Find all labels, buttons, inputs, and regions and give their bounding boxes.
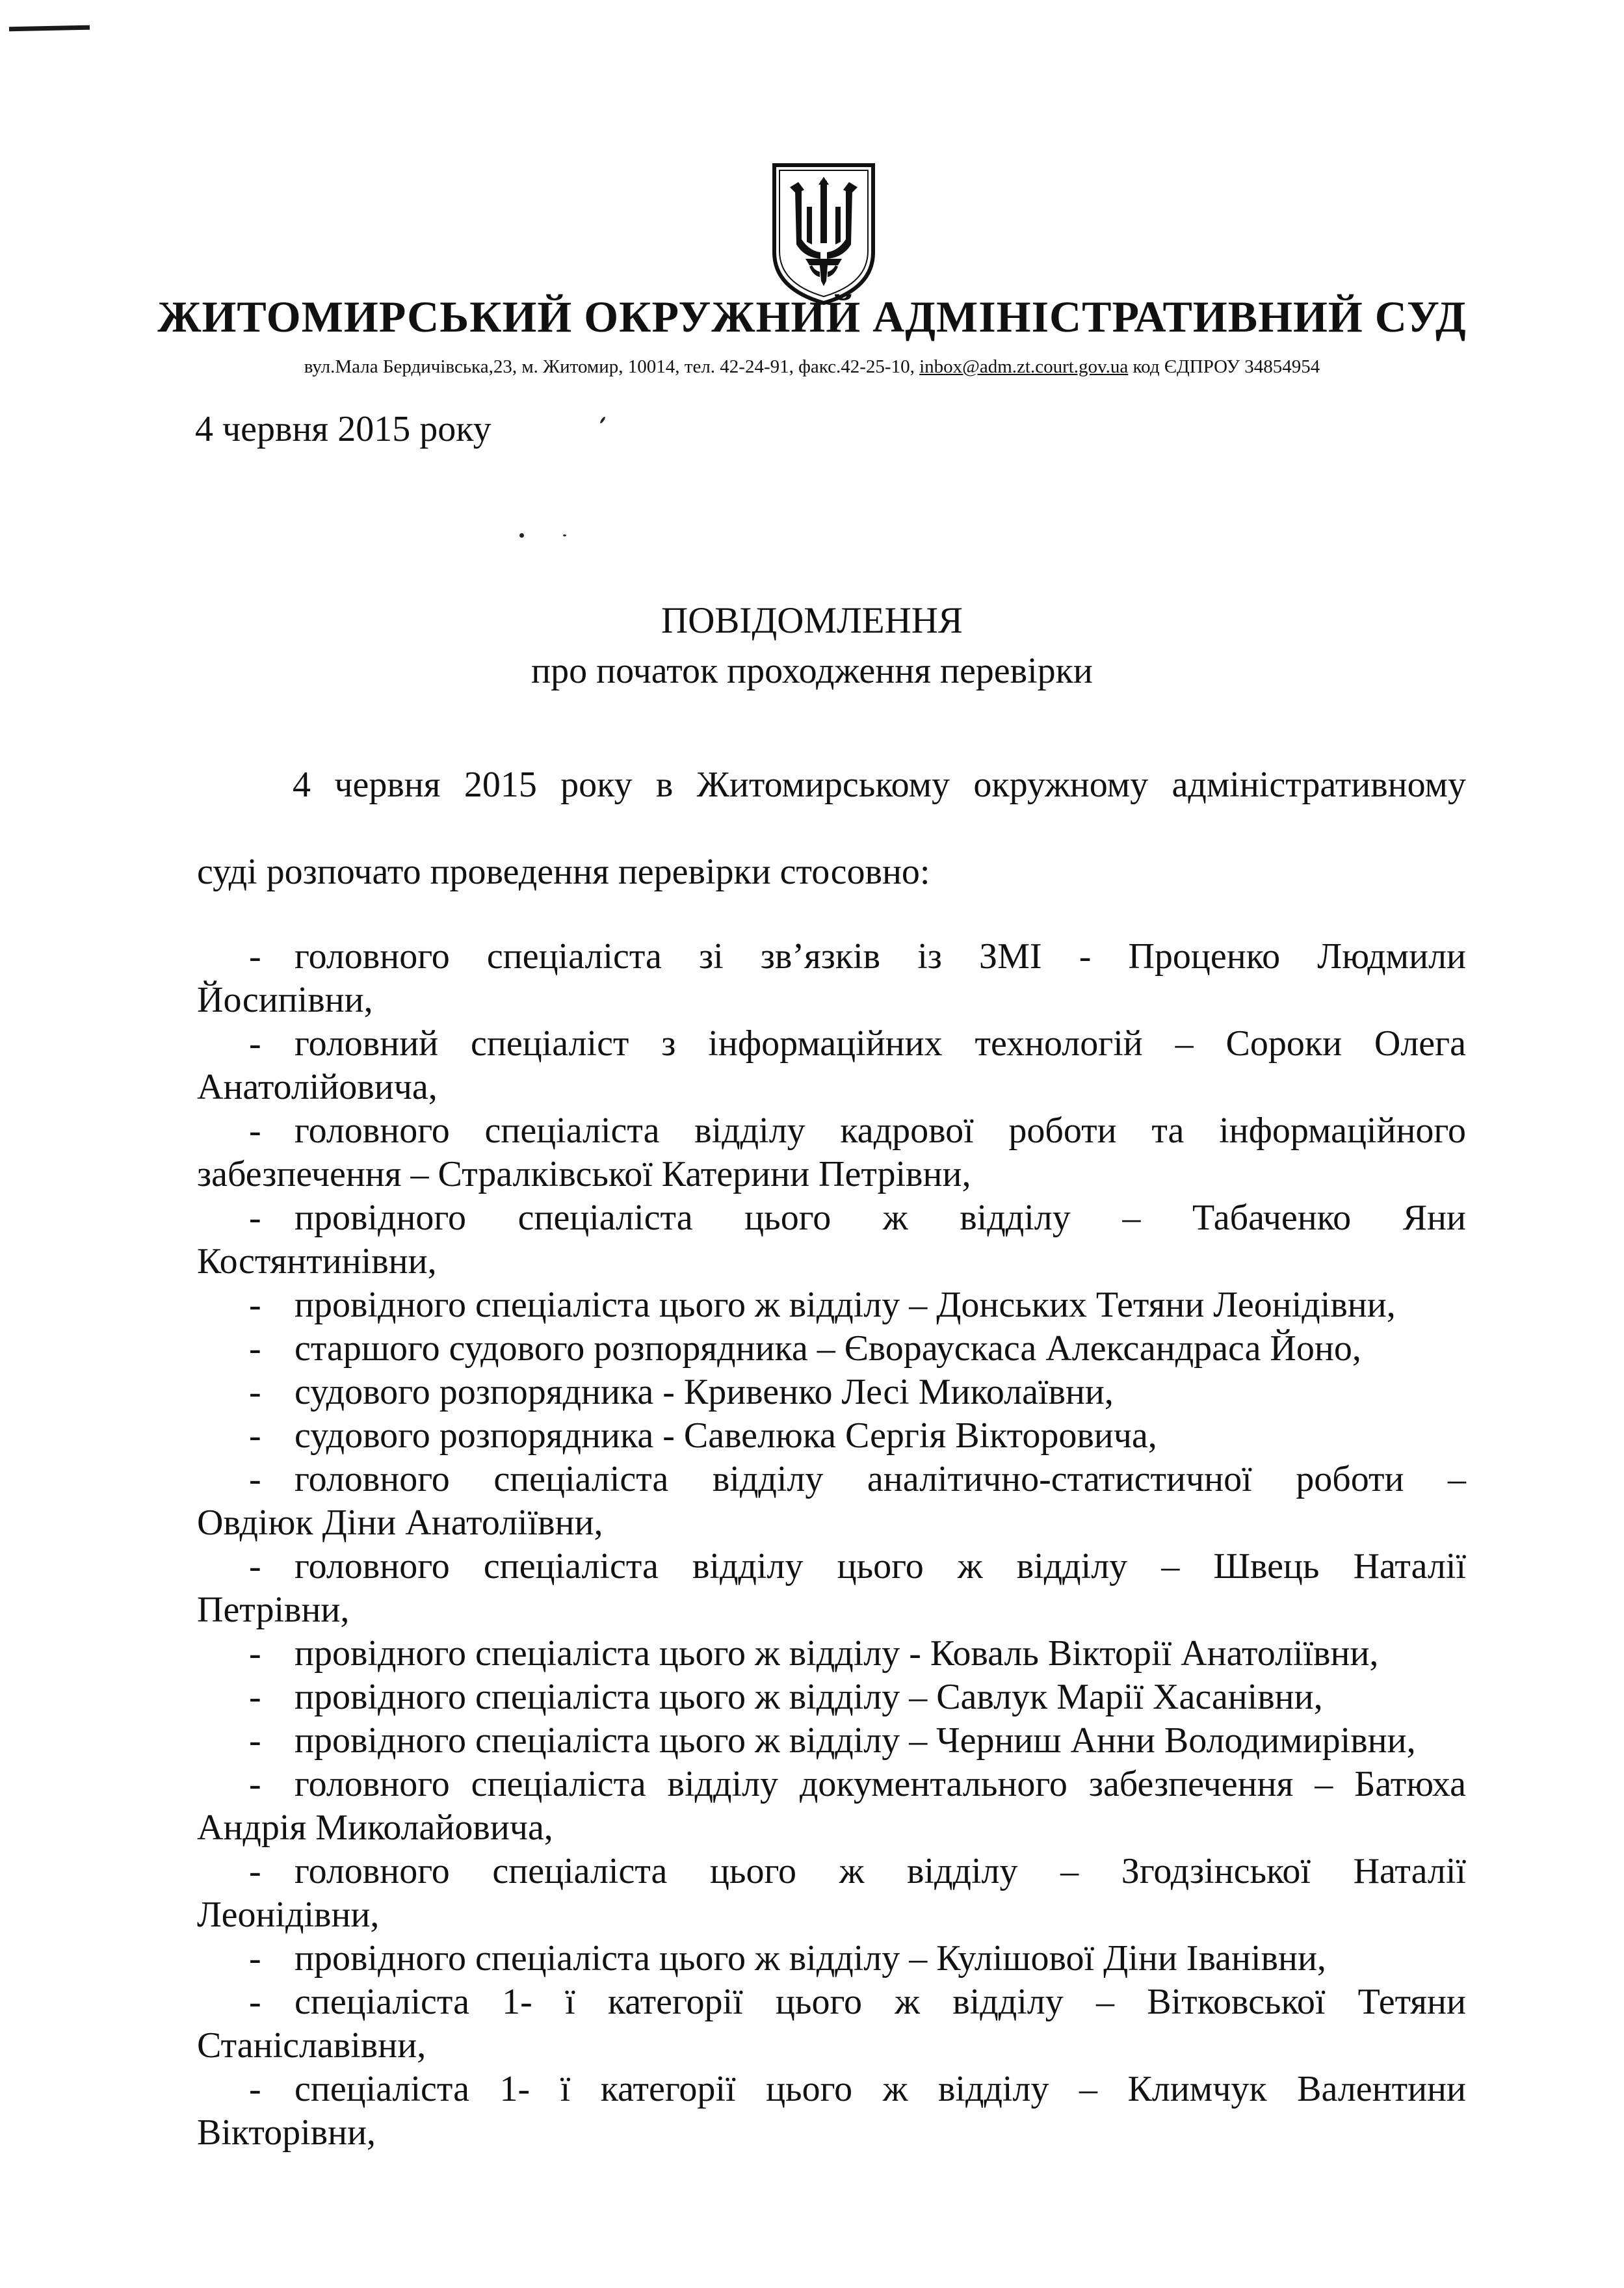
intro-paragraph-line-2: суді розпочато проведення перевірки стосовно: bbox=[197, 852, 930, 892]
staff-list-item bbox=[197, 1676, 1466, 1719]
court-name: ЖИТОМИРСЬКИЙ ОКРУЖНИЙ АДМІНІСТРАТИВНИЙ СУД bbox=[157, 292, 1467, 341]
staff-list-item bbox=[197, 1414, 1466, 1458]
list-hyphen: - bbox=[249, 1677, 261, 1717]
list-item-text: головного спеціаліста відділу цього ж відділу – Швець Наталії bbox=[295, 1546, 1466, 1586]
list-hyphen: - bbox=[249, 1851, 261, 1891]
address-suffix: код ЄДПРОУ 34854954 bbox=[1128, 356, 1320, 377]
list-item-text: провідного спеціаліста цього ж відділу – Черниш Анни Володимирівни, bbox=[295, 1720, 1416, 1761]
list-item-text: спеціаліста 1- ї категорії цього ж відділу – Климчук Валентини bbox=[295, 2069, 1466, 2109]
document-subtitle: про початок проходження перевірки bbox=[531, 651, 1093, 691]
list-hyphen: - bbox=[249, 1111, 261, 1151]
list-item-continuation: Йосипівни, bbox=[197, 980, 373, 1020]
staff-list-item bbox=[197, 1283, 1466, 1327]
list-hyphen: - bbox=[249, 1198, 261, 1238]
list-hyphen: - bbox=[249, 2069, 261, 2109]
document-body bbox=[197, 741, 1466, 2155]
list-hyphen: - bbox=[249, 1023, 261, 1064]
list-item-text: головного спеціаліста відділу документального забезпечення – Батюха bbox=[295, 1764, 1466, 1804]
list-hyphen: - bbox=[249, 1633, 261, 1674]
staff-list-item bbox=[197, 935, 1466, 1022]
list-hyphen: - bbox=[249, 1982, 261, 2022]
staff-list-item bbox=[197, 1109, 1466, 1196]
staff-list-item bbox=[197, 1980, 1466, 2068]
staff-list-item bbox=[197, 1327, 1466, 1371]
staff-list-item bbox=[197, 1937, 1466, 1980]
staff-list-item bbox=[197, 1458, 1466, 1545]
list-item-text: провідного спеціаліста цього ж відділу – Савлук Марії Хасанівни, bbox=[295, 1677, 1323, 1717]
list-hyphen: - bbox=[249, 1415, 261, 1456]
list-hyphen: - bbox=[249, 1546, 261, 1586]
list-item-text: провідного спеціаліста цього ж відділу - Коваль Вікторії Анатоліївни, bbox=[295, 1633, 1379, 1674]
list-item-text: головного спеціаліста цього ж відділу – Згодзінської Наталії bbox=[295, 1851, 1466, 1891]
list-item-continuation: Станіславівни, bbox=[197, 2025, 426, 2066]
list-item-continuation: Петрівни, bbox=[197, 1590, 350, 1630]
list-hyphen: - bbox=[249, 1938, 261, 1979]
document-date: 4 червня 2015 року bbox=[195, 409, 491, 449]
list-item-text: спеціаліста 1- ї категорії цього ж відділу – Вітковської Тетяни bbox=[295, 1982, 1466, 2022]
staff-list-item bbox=[197, 1371, 1466, 1414]
court-address bbox=[0, 356, 1624, 378]
list-item-text: провідного спеціаліста цього ж відділу – Табаченко Яни bbox=[295, 1198, 1466, 1238]
scan-speck bbox=[599, 416, 606, 424]
list-item-text: провідного спеціаліста цього ж відділу – Кулішової Діни Іванівни, bbox=[295, 1938, 1326, 1979]
list-item-continuation: Вікторівни, bbox=[197, 2112, 376, 2153]
court-email-link[interactable]: inbox@adm.zt.court.gov.ua bbox=[919, 356, 1129, 377]
list-hyphen: - bbox=[249, 1764, 261, 1804]
coat-of-arms-trident-icon bbox=[770, 161, 877, 307]
list-hyphen: - bbox=[249, 1372, 261, 1412]
staff-list-item bbox=[197, 1632, 1466, 1676]
list-item-continuation: Андрія Миколайовича, bbox=[197, 1808, 553, 1848]
scan-speck bbox=[563, 534, 566, 536]
address-prefix: вул.Мала Бердичівська,23, м. Житомир, 10014, тел. 42-24-91, факс.42-25-10, bbox=[304, 356, 920, 377]
list-item-continuation: Овдіюк Діни Анатоліївни, bbox=[197, 1503, 603, 1543]
list-hyphen: - bbox=[249, 1459, 261, 1499]
list-item-text: старшого судового розпорядника – Євораускаса Александраса Йоно, bbox=[295, 1328, 1361, 1369]
staff-list-item bbox=[197, 1850, 1466, 1937]
list-item-text: головний спеціаліст з інформаційних технологій – Сороки Олега bbox=[295, 1023, 1466, 1064]
list-item-continuation: Леонідівни, bbox=[197, 1895, 380, 1935]
list-hyphen: - bbox=[249, 1720, 261, 1761]
staff-list-item bbox=[197, 1545, 1466, 1632]
list-item-continuation: Анатолійовича, bbox=[197, 1067, 438, 1107]
staff-list-item bbox=[197, 1719, 1466, 1763]
staff-list-item bbox=[197, 1763, 1466, 1850]
list-item-text: головного спеціаліста відділу кадрової роботи та інформаційного bbox=[295, 1111, 1466, 1151]
staff-list bbox=[197, 935, 1466, 2155]
list-item-text: судового розпорядника - Савелюка Сергія Вікторовича, bbox=[295, 1415, 1157, 1456]
list-item-continuation: забезпечення – Стралківської Катерини Петрівни, bbox=[197, 1154, 971, 1194]
list-item-continuation: Костянтинівни, bbox=[197, 1241, 437, 1282]
scan-artifact-line bbox=[9, 25, 90, 32]
list-item-text: головного спеціаліста відділу аналітично-статистичної роботи – bbox=[295, 1459, 1466, 1499]
document-title: ПОВІДОМЛЕННЯ bbox=[661, 600, 963, 641]
staff-list-item bbox=[197, 1196, 1466, 1283]
list-hyphen: - bbox=[249, 1285, 261, 1325]
scan-speck bbox=[519, 533, 524, 538]
list-item-text: судового розпорядника - Кривенко Лесі Миколаївни, bbox=[295, 1372, 1114, 1412]
staff-list-item bbox=[197, 1022, 1466, 1109]
list-item-text: головного спеціаліста зі зв’язків із ЗМІ - Проценко Людмили bbox=[295, 936, 1466, 977]
staff-list-item bbox=[197, 2068, 1466, 2155]
list-hyphen: - bbox=[249, 1328, 261, 1369]
list-hyphen: - bbox=[249, 936, 261, 977]
intro-paragraph-line-1: 4 червня 2015 року в Житомирському окружному адміністративному bbox=[293, 765, 1466, 805]
list-item-text: провідного спеціаліста цього ж відділу – Донських Тетяни Леонідівни, bbox=[295, 1285, 1396, 1325]
